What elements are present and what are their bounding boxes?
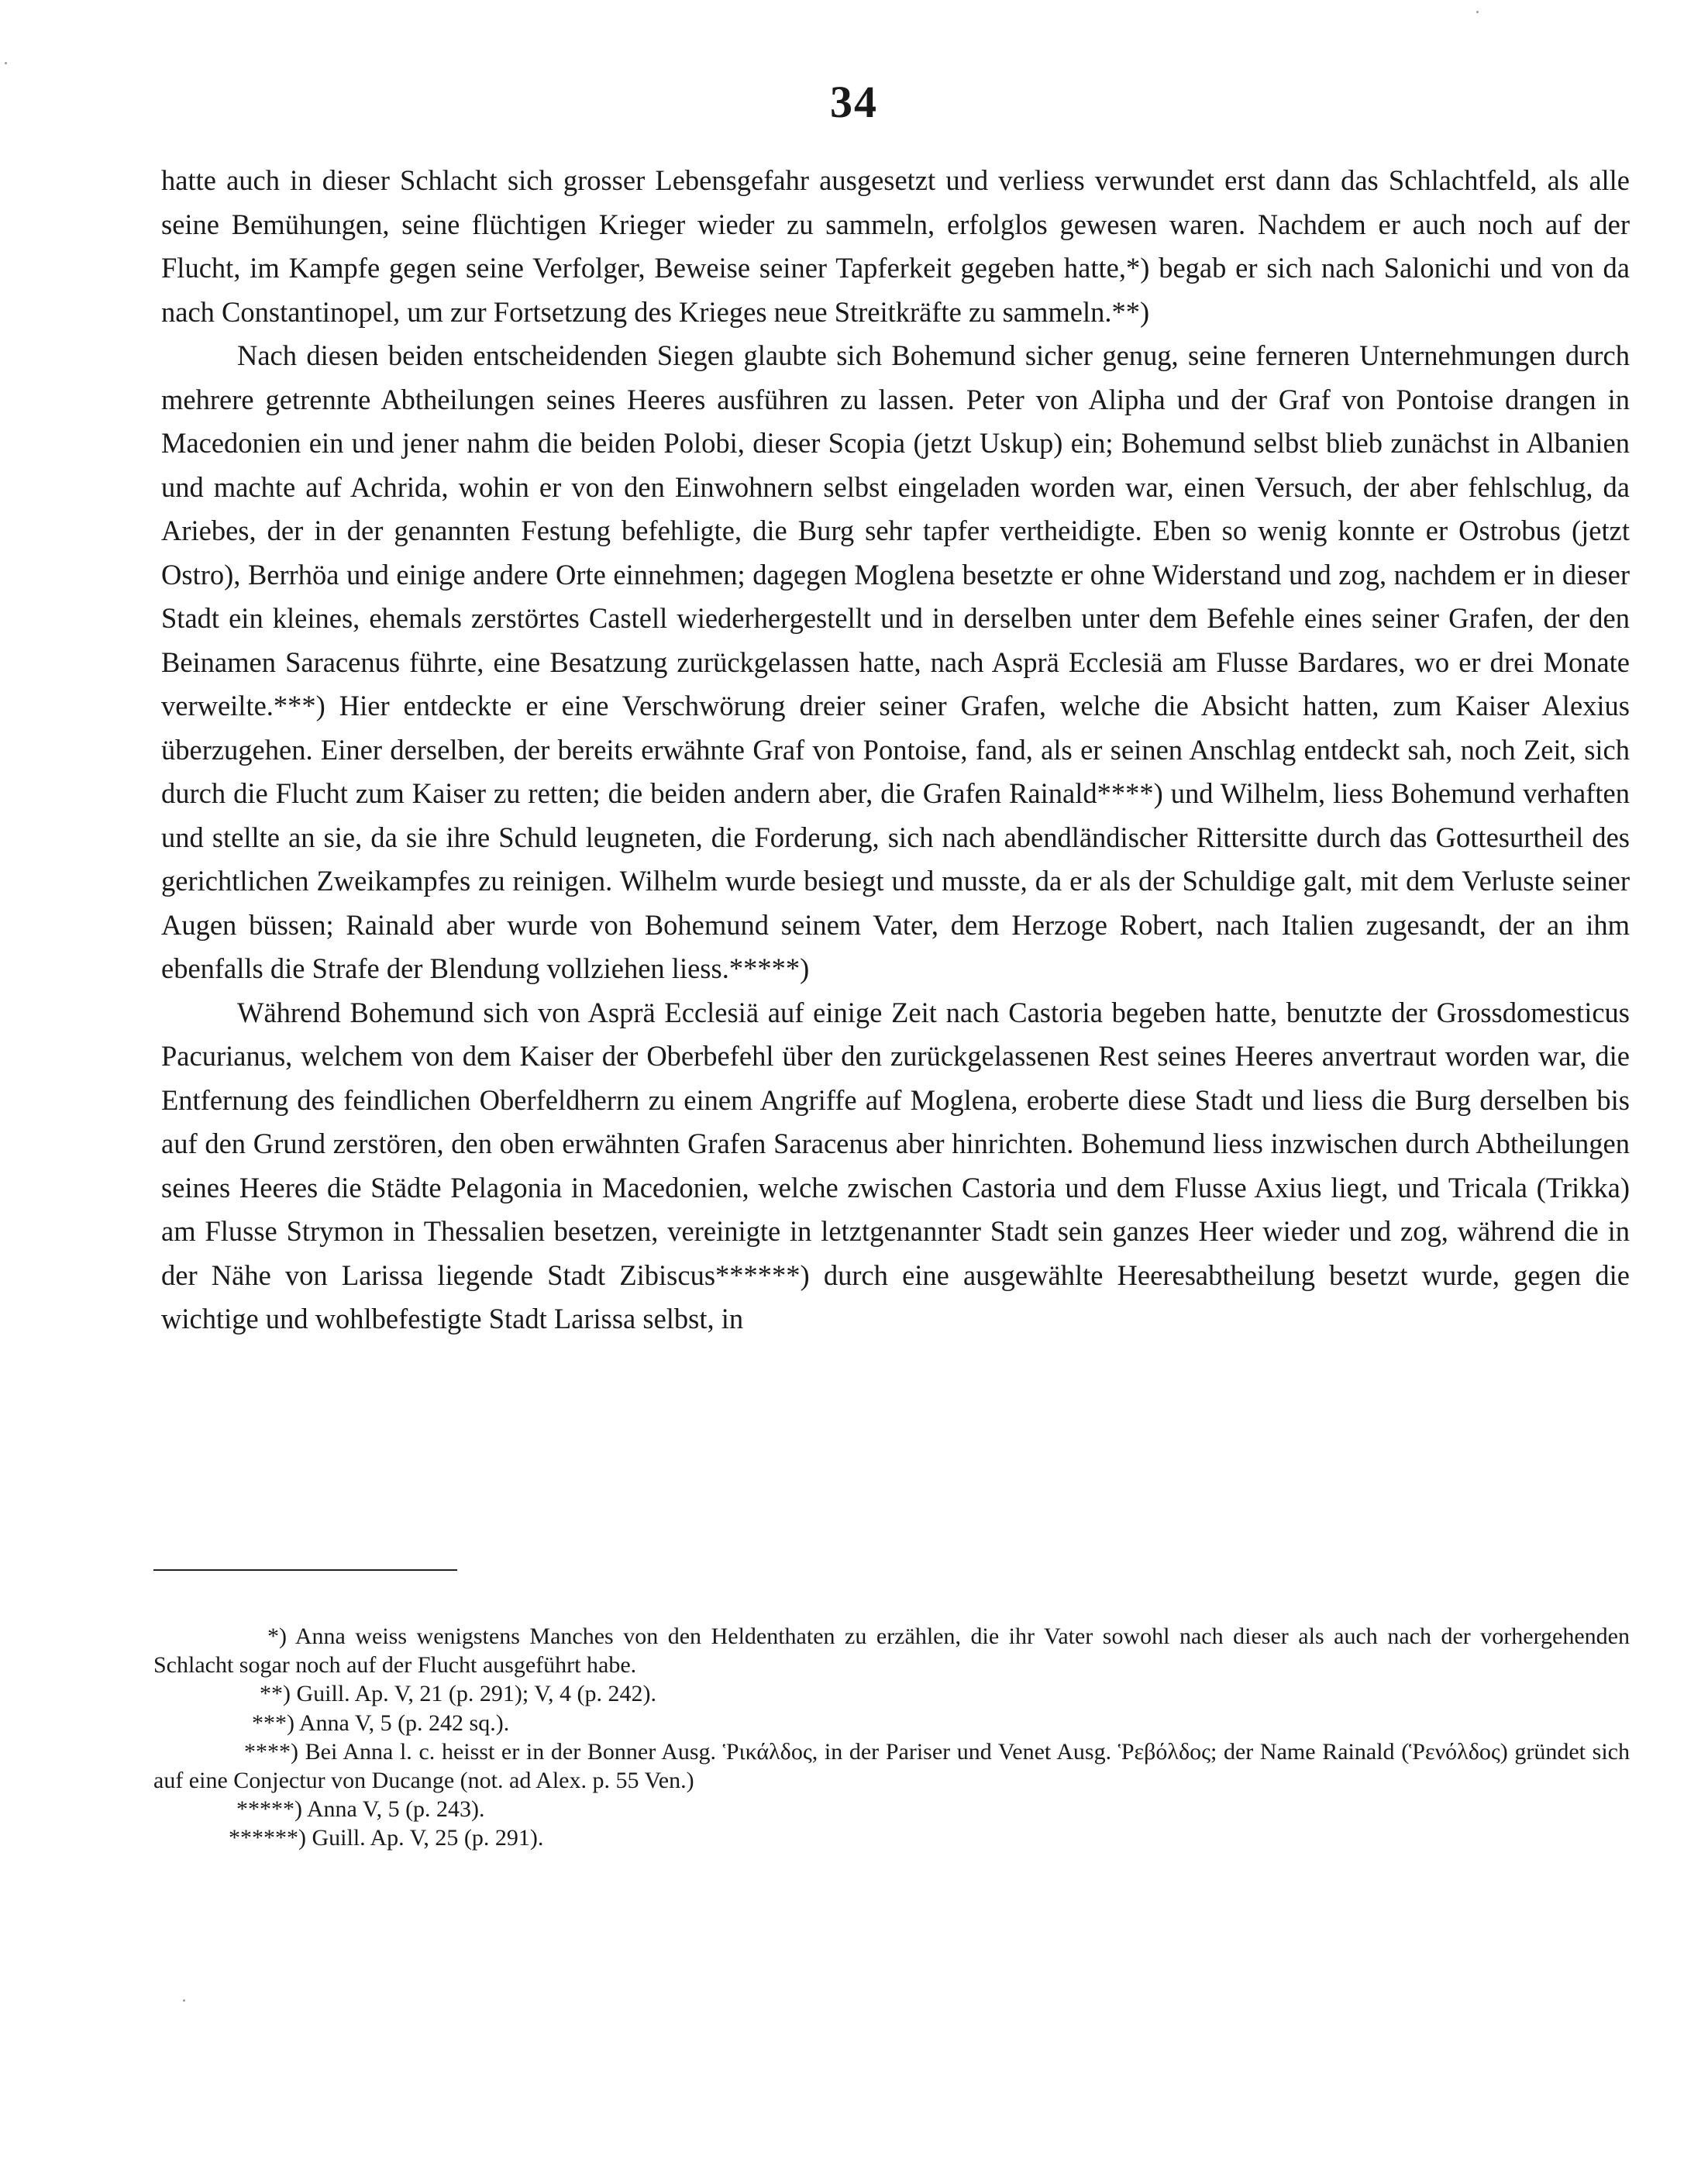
footnotes xyxy=(153,1622,1630,1853)
scan-speck xyxy=(5,62,7,64)
footnote: *) Anna weiss wenigstens Manches von den Heldenthaten zu erzählen, die ihr Vater sowohl nach dieser als auch nach der vorhergehenden Schlacht sogar noch auf der Flucht ausgeführt habe. xyxy=(153,1624,1630,1679)
footnote-divider xyxy=(153,1569,457,1571)
footnote: ******) Guill. Ap. V, 25 (p. 291). xyxy=(229,1825,544,1851)
footnote: **) Guill. Ap. V, 21 (p. 291); V, 4 (p. 242). xyxy=(260,1681,656,1707)
paragraph: Nach diesen beiden entscheidenden Siegen glaubte sich Bohemund sicher genug, seine ferneren Unternehmungen durch mehrere getrennte Abtheilungen seines Heeres ausführen zu lassen. Peter von Alipha und der Graf von Pontoise drangen in Macedonien ein und jener nahm die beiden Polobi, dieser Scopia (jetzt Uskup) ein; Bohemund selbst blieb zunächst in Albanien und machte auf Achrida, wohin er von den Einwohnern selbst eingeladen worden war, einen Versuch, der aber fehlschlug, da Ariebes, der in der genannten Festung befehligte, die Burg sehr tapfer vertheidigte. Eben so wenig konnte er Ostrobus (jetzt Ostro), Berrhöa und einige andere Orte einnehmen; dagegen Moglena besetzte er ohne Widerstand und zog, nachdem er in dieser Stadt ein kleines, ehemals zerstörtes Castell wiederhergestellt und in derselben unter dem Befehle eines seiner Grafen, der den Beinamen Saracenus führte, eine Besatzung zurückgelassen hatte, nach Asprä Ecclesiä am Flusse Bardares, wo er drei Monate verweilte.***) Hier entdeckte er eine Verschwörung dreier seiner Grafen, welche die Absicht hatten, zum Kaiser Alexius überzugehen. Einer derselben, der bereits erwähnte Graf von Pontoise, fand, als er seinen Anschlag entdeckt sah, noch Zeit, sich durch die Flucht zum Kaiser zu retten; die beiden andern aber, die Grafen Rainald****) und Wilhelm, liess Bohemund verhaften und stellte an sie, da sie ihre Schuld leugneten, die Forderung, sich nach abendländischer Rittersitte durch das Gottesurtheil des gerichtlichen Zweikampfes zu reinigen. Wilhelm wurde besiegt und musste, da er als der Schuldige galt, mit dem Verluste seiner Augen büssen; Rainald aber wurde von Bohemund seinem Vater, dem Herzoge Robert, nach Italien zugesandt, der an ihm ebenfalls die Strafe der Blendung vollziehen liess.*****) xyxy=(161,339,1630,984)
scan-speck xyxy=(183,1999,185,2002)
paragraph: hatte auch in dieser Schlacht sich grosser Lebensgefahr ausgesetzt und verliess verwundet erst dann das Schlachtfeld, als alle seine Bemühungen, seine flüchtigen Krieger wieder zu sammeln, erfolglos gewesen waren. Nachdem er auch noch auf der Flucht, im Kampfe gegen seine Verfolger, Beweise seiner Tapferkeit gegeben hatte,*) begab er sich nach Salonichi und von da nach Constantinopel, um zur Fortsetzung des Krieges neue Streitkräfte zu sammeln.**) xyxy=(161,164,1630,328)
scan-speck xyxy=(1476,11,1479,13)
footnote: ****) Bei Anna l. c. heisst er in der Bonner Ausg. Ῥικάλδος, in der Pariser und Venet Ausg. Ῥεβόλδος; der Name Rainald (Ῥενόλδος) gründet sich auf eine Conjectur von Ducange (not. ad Alex. p. 55 Ven.) xyxy=(153,1738,1630,1794)
paragraph: Während Bohemund sich von Asprä Ecclesiä auf einige Zeit nach Castoria begeben hatte, benutzte der Grossdomesticus Pacurianus, welchem von dem Kaiser der Oberbefehl über den zurückgelassenen Rest seines Heeres anvertraut worden war, die Entfernung des feindlichen Oberfeldherrn zu einem Angriffe auf Moglena, eroberte diese Stadt und liess die Burg derselben bis auf den Grund zerstören, den oben erwähnten Grafen Saracenus aber hinrichten. Bohemund liess inzwischen durch Abtheilungen seines Heeres die Städte Pelagonia in Macedonien, welche zwischen Castoria und dem Flusse Axius liegt, und Tricala (Trikka) am Flusse Strymon in Thessalien besetzen, vereinigte in letztgenannter Stadt sein ganzes Heer wieder und zog, während die in der Nähe von Larissa liegende Stadt Zibiscus******) durch eine ausgewählte Heeresabtheilung besetzt wurde, gegen die wichtige und wohlbefestigte Stadt Larissa selbst, in xyxy=(161,996,1630,1334)
main-text xyxy=(161,159,1630,1341)
footnote: ***) Anna V, 5 (p. 242 sq.). xyxy=(252,1710,510,1736)
footnote: *****) Anna V, 5 (p. 243). xyxy=(236,1796,485,1823)
page-number: 34 xyxy=(830,77,878,127)
